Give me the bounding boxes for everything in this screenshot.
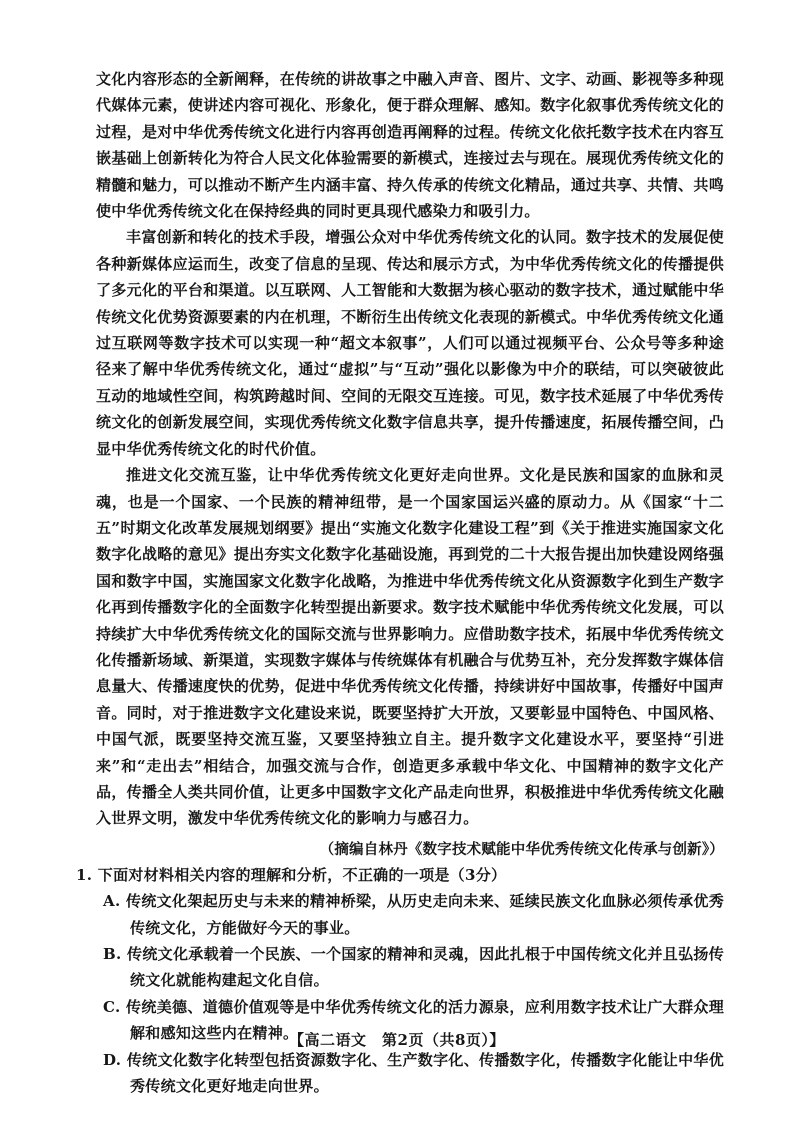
option-b: B. 传统文化承载着一个民族、一个国家的精神和灵魂，因此扎根于中国传统文化并且弘扬传统文化就能构建起文化自信。 bbox=[103, 945, 724, 990]
page-footer: 【高二语文 第2页（共8页）】 bbox=[289, 1031, 505, 1049]
option-a: A. 传统文化架起历史与未来的精神桥梁，从历史走向未来、延续民族文化血脉必须传承优秀传统文化，方能做好今天的事业。 bbox=[103, 892, 724, 937]
paragraph-continued: 文化内容形态的全新阐释，在传统的讲故事之中融入声音、图片、文字、动画、影视等多种现代媒体元素，使讲述内容可视化、形象化，便于群众理解、感知。数字化叙事优秀传统文化的过程，是对中华优秀传统文化进行内容再创造再阐释的过程。传统文化依托数字技术在内容互嵌基础上创新转化为符合人民文化体验需要的新模式，连接过去与现在。展现优秀传统文化的精髓和魅力，可以推动不断产生内涵丰富、持久传承的传统文化精品，通过共享、共情、共鸣使中华优秀传统文化在保持经典的同时更具现代感染力和吸引力。 bbox=[96, 70, 724, 221]
paragraph-cultural-exchange: 推进文化交流互鉴，让中华优秀传统文化更好走向世界。文化是民族和国家的血脉和灵魂，也是一个国家、一个民族的精神纽带，是一个国家国运兴盛的原动力。从《国家“十二五”时期文化改革发展规划纲要》提出“实施文化数字化建设工程”到《关于推进实施国家文化数字化战略的意见》提出夯实文化数字化基础设施，再到党的二十大报告提出加快建设网络强国和数字中国，实施国家文化数字化战略，为推进中华优秀传统文化从资源数字化到生产数字化再到传播数字化的全面数字化转型提出新要求。数字技术赋能中华优秀传统文化发展，可以持续扩大中华优秀传统文化的国际交流与世界影响力。应借助数字技术，拓展中华优秀传统文化传播新场域、新渠道，实现数字媒体与传统媒体有机融合与优势互补，充分发挥数字媒体信息量大、传播速度快的优势，促进中华优秀传统文化传播，持续讲好中国故事，传播好中国声音。同时，对于推进数字文化建设来说，既要坚持扩大开放，又要彰显中国特色、中国风格、中国气派，既要坚持交流互鉴，又要坚持独立自主。提升数字文化建设水平，要坚持“引进来”和“走出去”相结合，加强交流与合作，创造更多承载中华文化、中国精神的数字文化产品，传播全人类共同价值，让更多中国数字文化产品走向世界，积极推进中华优秀传统文化融入世界文明，激发中华优秀传统文化的影响力与感召力。 bbox=[96, 466, 724, 828]
page-content bbox=[76, 66, 724, 1099]
paragraph-technical-means: 丰富创新和转化的技术手段，增强公众对中华优秀传统文化的认同。数字技术的发展促使各种新媒体应运而生，改变了信息的呈现、传达和展示方式，为中华优秀传统文化的传播提供了多元化的平台和渠道。以互联网、人工智能和大数据为核心驱动的数字技术，通过赋能中华传统文化优势资源要素的内在机理，不断衍生出传统文化表现的新模式。中华优秀传统文化通过互联网等数字技术可以实现一种“超文本叙事”，人们可以通过视频平台、公众号等多种途径来了解中华优秀传统文化，通过“虚拟”与“互动”强化以影像为中介的联结，可以突破彼此互动的地域性空间，构筑跨越时间、空间的无限交互连接。可见，数字技术延展了中华优秀传统文化的创新发展空间，实现优秀传统文化数字信息共享，提升传播速度，拓展传播空间，凸显中华优秀传统文化的时代价值。 bbox=[96, 228, 724, 458]
question-1 bbox=[76, 862, 724, 1100]
option-c: C. 传统美德、道德价值观等是中华优秀传统文化的活力源泉，应利用数字技术让广大群众理解和感知这些内在精神。 bbox=[103, 997, 724, 1043]
question-stem: 1. 下面对材料相关内容的理解和分析，不正确的一项是（3分） bbox=[76, 865, 507, 884]
option-d: D. 传统文化数字化转型包括资源数字化、生产数字化、传播数字化，传播数字化能让中华优秀传统文化更好地走向世界。 bbox=[103, 1050, 724, 1096]
source-citation: （摘编自林丹《数字技术赋能中华优秀传统文化传承与创新》） bbox=[319, 840, 724, 858]
